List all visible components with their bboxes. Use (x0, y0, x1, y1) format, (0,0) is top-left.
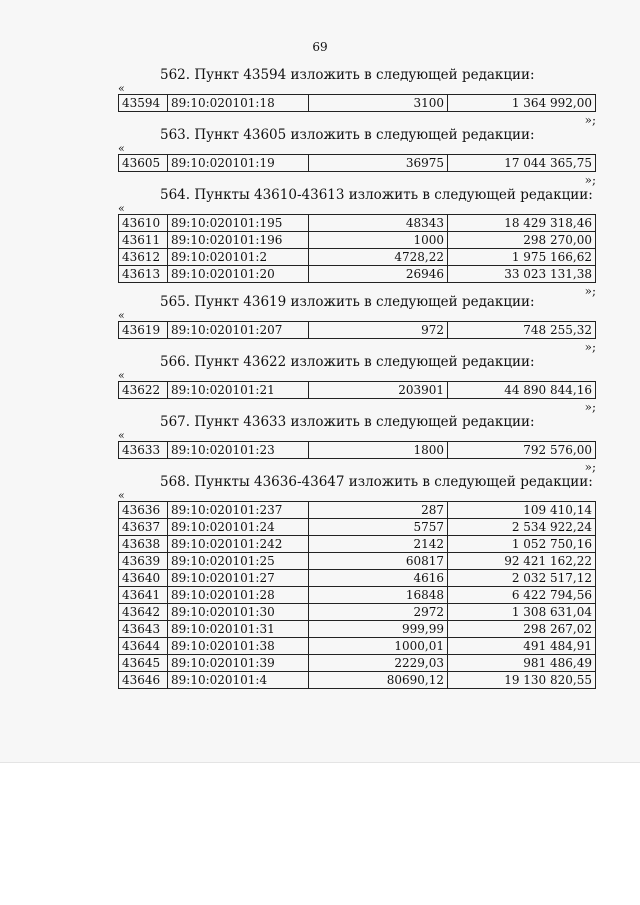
table-row (119, 638, 596, 655)
cadastral-number-cell: 89:10:020101:195 (168, 215, 309, 232)
opening-quote: « (118, 429, 125, 442)
area-cell: 287 (309, 502, 448, 519)
table-row (119, 655, 596, 672)
value-cell: 1 364 992,00 (448, 95, 596, 112)
table-row (119, 672, 596, 689)
area-cell: 4728,22 (309, 249, 448, 266)
area-cell: 4616 (309, 570, 448, 587)
item-number-cell: 43646 (119, 672, 168, 689)
amendment-table (118, 381, 596, 399)
value-cell: 748 255,32 (448, 322, 596, 339)
closing-quote: »; (584, 400, 596, 414)
section-heading: 568. Пункты 43636-43647 изложить в следующей редакции: (160, 474, 593, 490)
amendment-section (118, 354, 596, 413)
table-row (119, 604, 596, 621)
value-cell: 298 267,02 (448, 621, 596, 638)
amendment-section (118, 127, 596, 186)
amendment-section (118, 187, 596, 297)
table-row (119, 536, 596, 553)
item-number-cell: 43638 (119, 536, 168, 553)
amendment-section (118, 294, 596, 353)
amendment-section (118, 67, 596, 126)
item-number-cell: 43637 (119, 519, 168, 536)
table-row (119, 382, 596, 399)
area-cell: 1000 (309, 232, 448, 249)
item-number-cell: 43622 (119, 382, 168, 399)
area-cell: 999,99 (309, 621, 448, 638)
cadastral-number-cell: 89:10:020101:19 (168, 155, 309, 172)
value-cell: 18 429 318,46 (448, 215, 596, 232)
table-row (119, 570, 596, 587)
cadastral-number-cell: 89:10:020101:20 (168, 266, 309, 283)
cadastral-number-cell: 89:10:020101:18 (168, 95, 309, 112)
item-number-cell: 43640 (119, 570, 168, 587)
value-cell: 298 270,00 (448, 232, 596, 249)
item-number-cell: 43639 (119, 553, 168, 570)
value-cell: 6 422 794,56 (448, 587, 596, 604)
cadastral-number-cell: 89:10:020101:4 (168, 672, 309, 689)
area-cell: 2972 (309, 604, 448, 621)
table-row (119, 322, 596, 339)
value-cell: 1 308 631,04 (448, 604, 596, 621)
item-number-cell: 43612 (119, 249, 168, 266)
amendment-table (118, 154, 596, 172)
item-number-cell: 43636 (119, 502, 168, 519)
table-row (119, 155, 596, 172)
cadastral-number-cell: 89:10:020101:21 (168, 382, 309, 399)
page-number: 69 (312, 40, 328, 54)
table-row (119, 621, 596, 638)
item-number-cell: 43642 (119, 604, 168, 621)
item-number-cell: 43645 (119, 655, 168, 672)
cadastral-number-cell: 89:10:020101:31 (168, 621, 309, 638)
closing-quote: »; (584, 113, 596, 127)
opening-quote: « (118, 202, 125, 215)
closing-quote: »; (584, 173, 596, 187)
amendment-table (118, 214, 596, 283)
amendment-section (118, 414, 596, 473)
area-cell: 26946 (309, 266, 448, 283)
area-cell: 203901 (309, 382, 448, 399)
area-cell: 48343 (309, 215, 448, 232)
section-heading: 563. Пункт 43605 изложить в следующей редакции: (160, 127, 535, 143)
table-row (119, 249, 596, 266)
value-cell: 17 044 365,75 (448, 155, 596, 172)
section-heading: 565. Пункт 43619 изложить в следующей редакции: (160, 294, 535, 310)
area-cell: 1000,01 (309, 638, 448, 655)
closing-quote: »; (584, 340, 596, 354)
table-row (119, 587, 596, 604)
table-row (119, 519, 596, 536)
cadastral-number-cell: 89:10:020101:23 (168, 442, 309, 459)
opening-quote: « (118, 369, 125, 382)
opening-quote: « (118, 489, 125, 502)
amendment-table (118, 321, 596, 339)
table-row (119, 442, 596, 459)
area-cell: 2142 (309, 536, 448, 553)
area-cell: 36975 (309, 155, 448, 172)
cadastral-number-cell: 89:10:020101:25 (168, 553, 309, 570)
item-number-cell: 43644 (119, 638, 168, 655)
item-number-cell: 43633 (119, 442, 168, 459)
item-number-cell: 43605 (119, 155, 168, 172)
section-heading: 567. Пункт 43633 изложить в следующей редакции: (160, 414, 535, 430)
item-number-cell: 43594 (119, 95, 168, 112)
section-heading: 562. Пункт 43594 изложить в следующей редакции: (160, 67, 535, 83)
amendment-table (118, 94, 596, 112)
table-row (119, 95, 596, 112)
value-cell: 491 484,91 (448, 638, 596, 655)
cadastral-number-cell: 89:10:020101:196 (168, 232, 309, 249)
cadastral-number-cell: 89:10:020101:27 (168, 570, 309, 587)
area-cell: 2229,03 (309, 655, 448, 672)
cadastral-number-cell: 89:10:020101:28 (168, 587, 309, 604)
value-cell: 1 052 750,16 (448, 536, 596, 553)
closing-quote: »; (584, 460, 596, 474)
item-number-cell: 43641 (119, 587, 168, 604)
item-number-cell: 43610 (119, 215, 168, 232)
value-cell: 2 534 922,24 (448, 519, 596, 536)
section-heading: 564. Пункты 43610-43613 изложить в следующей редакции: (160, 187, 593, 203)
cadastral-number-cell: 89:10:020101:242 (168, 536, 309, 553)
area-cell: 5757 (309, 519, 448, 536)
cadastral-number-cell: 89:10:020101:39 (168, 655, 309, 672)
amendment-section (118, 474, 596, 689)
area-cell: 1800 (309, 442, 448, 459)
amendment-table (118, 501, 596, 689)
amendment-table (118, 441, 596, 459)
cadastral-number-cell: 89:10:020101:30 (168, 604, 309, 621)
value-cell: 33 023 131,38 (448, 266, 596, 283)
table-row (119, 553, 596, 570)
table-row (119, 232, 596, 249)
cadastral-number-cell: 89:10:020101:207 (168, 322, 309, 339)
value-cell: 44 890 844,16 (448, 382, 596, 399)
value-cell: 792 576,00 (448, 442, 596, 459)
closing-quote: »; (584, 284, 596, 298)
area-cell: 972 (309, 322, 448, 339)
opening-quote: « (118, 309, 125, 322)
cadastral-number-cell: 89:10:020101:24 (168, 519, 309, 536)
area-cell: 3100 (309, 95, 448, 112)
item-number-cell: 43613 (119, 266, 168, 283)
cadastral-number-cell: 89:10:020101:38 (168, 638, 309, 655)
value-cell: 92 421 162,22 (448, 553, 596, 570)
value-cell: 1 975 166,62 (448, 249, 596, 266)
table-row (119, 502, 596, 519)
area-cell: 16848 (309, 587, 448, 604)
value-cell: 981 486,49 (448, 655, 596, 672)
value-cell: 2 032 517,12 (448, 570, 596, 587)
value-cell: 19 130 820,55 (448, 672, 596, 689)
table-row (119, 266, 596, 283)
cadastral-number-cell: 89:10:020101:2 (168, 249, 309, 266)
section-heading: 566. Пункт 43622 изложить в следующей редакции: (160, 354, 535, 370)
table-row (119, 215, 596, 232)
item-number-cell: 43643 (119, 621, 168, 638)
value-cell: 109 410,14 (448, 502, 596, 519)
area-cell: 80690,12 (309, 672, 448, 689)
opening-quote: « (118, 142, 125, 155)
item-number-cell: 43619 (119, 322, 168, 339)
opening-quote: « (118, 82, 125, 95)
cadastral-number-cell: 89:10:020101:237 (168, 502, 309, 519)
item-number-cell: 43611 (119, 232, 168, 249)
area-cell: 60817 (309, 553, 448, 570)
